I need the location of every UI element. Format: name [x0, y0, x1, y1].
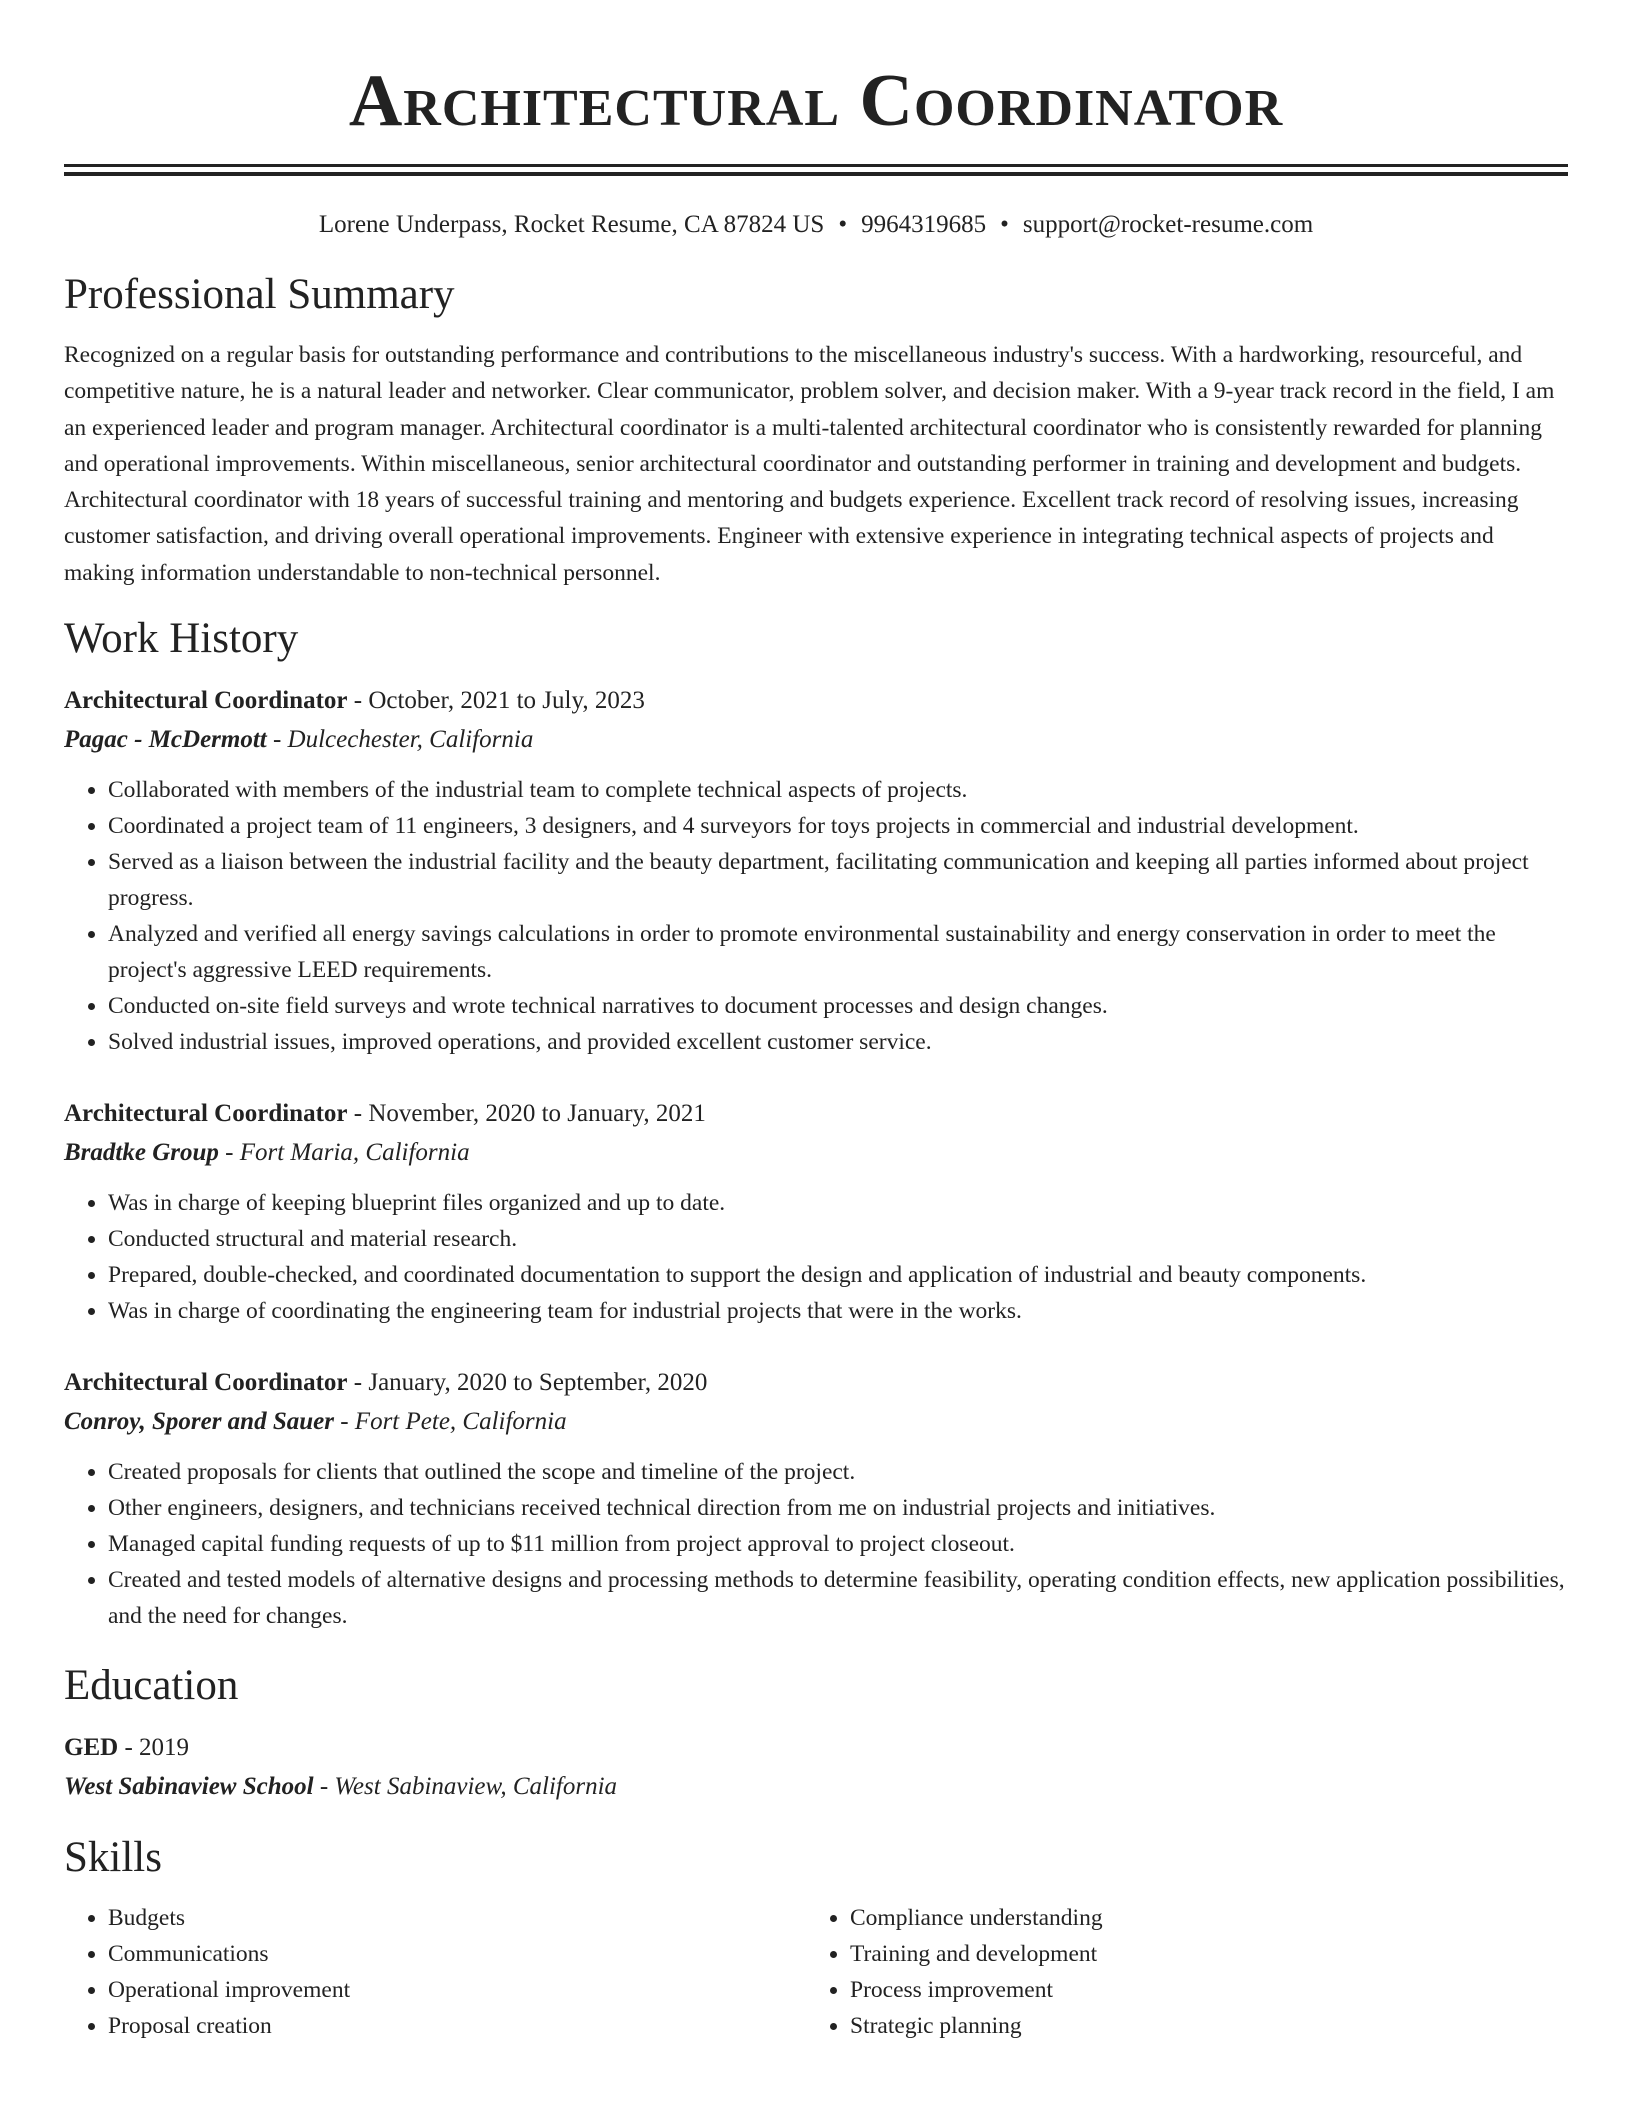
duty-item: • Solved industrial issues, improved operations, and provided excellent customer service.	[108, 1024, 1568, 1060]
skill-item: • Operational improvement	[108, 1972, 806, 2008]
duty-item: • Coordinated a project team of 11 engineers, 3 designers, and 4 surveyors for toys projects in commercial and industrial development.	[108, 808, 1568, 844]
title-rule-bottom	[64, 172, 1568, 176]
job-dates: - October, 2021 to July, 2023	[347, 687, 645, 715]
work-history-heading: Work History	[64, 615, 299, 663]
duty-item: • Managed capital funding requests of up to $11 million from project approval to project closeout.	[108, 1526, 1568, 1562]
job-company-line	[64, 720, 1568, 759]
duty-item: • Was in charge of keeping blueprint files organized and up to date.	[108, 1185, 1568, 1221]
duty-item: • Created and tested models of alternative designs and processing methods to determine feasibility, operating condition effects, new application possibilities, and the need for changes.	[108, 1562, 1568, 1634]
job-role-line	[64, 1363, 1568, 1402]
job-location: - Dulcechester, California	[266, 726, 534, 754]
education-school-line	[64, 1767, 1568, 1806]
education-heading: Education	[64, 1662, 239, 1710]
job-dates: - January, 2020 to September, 2020	[347, 1369, 708, 1397]
job-entry	[64, 1094, 1568, 1329]
duty-item: • Created proposals for clients that outlined the scope and timeline of the project.	[108, 1454, 1568, 1490]
job-duties	[64, 1454, 1568, 1634]
summary-text: Recognized on a regular basis for outstanding performance and contributions to the miscellaneous industry's success. With a hardworking, resourceful, and competitive nature, he is a natural leader and networker. Clear communicator, problem solver, and decision maker. With a 9-year track record in the field, I am an experienced leader and program manager. Architectural coordinator is a multi-talented architectural coordinator who is consistently rewarded for planning and operational improvements. Within miscellaneous, senior architectural coordinator and outstanding performer in training and development and budgets. Architectural coordinator with 18 years of successful training and mentoring and budgets experience. Excellent track record of resolving issues, increasing customer satisfaction, and driving overall operational improvements. Engineer with extensive experience in integrating technical aspects of projects and making information understandable to non-technical personnel.	[64, 342, 1555, 586]
duty-item: • Other engineers, designers, and technicians received technical direction from me on industrial projects and initiatives.	[108, 1490, 1568, 1526]
skill-item: • Compliance understanding	[850, 1900, 1548, 1936]
contact-line	[64, 209, 1568, 241]
job-company-line	[64, 1402, 1568, 1441]
job-company: Conroy, Sporer and Sauer	[64, 1408, 334, 1436]
skills-column-right	[806, 1900, 1548, 2044]
job-location: - Fort Maria, California	[218, 1139, 470, 1167]
job-company: Pagac - McDermott	[64, 726, 267, 754]
job-company-line	[64, 1133, 1568, 1172]
duty-item: • Collaborated with members of the industrial team to complete technical aspects of projects.	[108, 772, 1568, 808]
skill-item: • Process improvement	[850, 1972, 1548, 2008]
education-degree: GED	[64, 1734, 119, 1762]
skills-list	[64, 1900, 1568, 2044]
job-role-line	[64, 681, 1568, 720]
duty-item: • Was in charge of coordinating the engineering team for industrial projects that were in the works.	[108, 1293, 1568, 1329]
skill-item: • Proposal creation	[108, 2008, 806, 2044]
education-degree-line	[64, 1728, 1568, 1767]
education-entry	[64, 1728, 1568, 1806]
job-duties	[64, 772, 1568, 1060]
job-entry	[64, 1363, 1568, 1634]
job-company: Bradtke Group	[64, 1139, 219, 1167]
contact-email: support@rocket-resume.com	[1022, 211, 1314, 238]
education-location: - West Sabinaview, California	[313, 1773, 618, 1801]
job-duties	[64, 1185, 1568, 1329]
education-year: - 2019	[118, 1734, 190, 1762]
skills-column-left	[64, 1900, 806, 2044]
job-role: Architectural Coordinator	[64, 1369, 348, 1397]
duty-item: • Conducted on-site field surveys and wrote technical narratives to document processes and design changes.	[108, 988, 1568, 1024]
contact-separator: •	[838, 211, 848, 238]
contact-address: Lorene Underpass, Rocket Resume, CA 87824 US	[318, 211, 825, 238]
contact-separator: •	[1000, 211, 1009, 238]
title-rule-top	[64, 164, 1568, 167]
duty-item: • Prepared, double-checked, and coordinated documentation to support the design and application of industrial and beauty components.	[108, 1257, 1568, 1293]
skill-item: • Communications	[108, 1936, 806, 1972]
job-dates: - November, 2020 to January, 2021	[347, 1100, 706, 1128]
job-entry	[64, 681, 1568, 1060]
skill-item: • Strategic planning	[850, 2008, 1548, 2044]
education-school: West Sabinaview School	[64, 1773, 314, 1801]
skill-item: • Training and development	[850, 1936, 1548, 1972]
job-role: Architectural Coordinator	[64, 687, 348, 715]
summary-heading: Professional Summary	[64, 271, 455, 318]
duty-item: • Conducted structural and material research.	[108, 1221, 1568, 1257]
job-role-line	[64, 1094, 1568, 1133]
duty-item: • Served as a liaison between the industrial facility and the beauty department, facilitating communication and keeping all parties informed about project progress.	[108, 844, 1568, 916]
skill-item: • Budgets	[108, 1900, 806, 1936]
duty-item: • Analyzed and verified all energy savings calculations in order to promote environmental sustainability and energy conservation in order to meet the project's aggressive LEED requirements.	[108, 916, 1568, 988]
resume-title: Architectural Coordinator	[348, 60, 1284, 142]
job-location: - Fort Pete, California	[333, 1408, 567, 1436]
skills-heading: Skills	[64, 1834, 162, 1882]
job-role: Architectural Coordinator	[64, 1100, 348, 1128]
contact-phone: 9964319685	[861, 211, 987, 238]
